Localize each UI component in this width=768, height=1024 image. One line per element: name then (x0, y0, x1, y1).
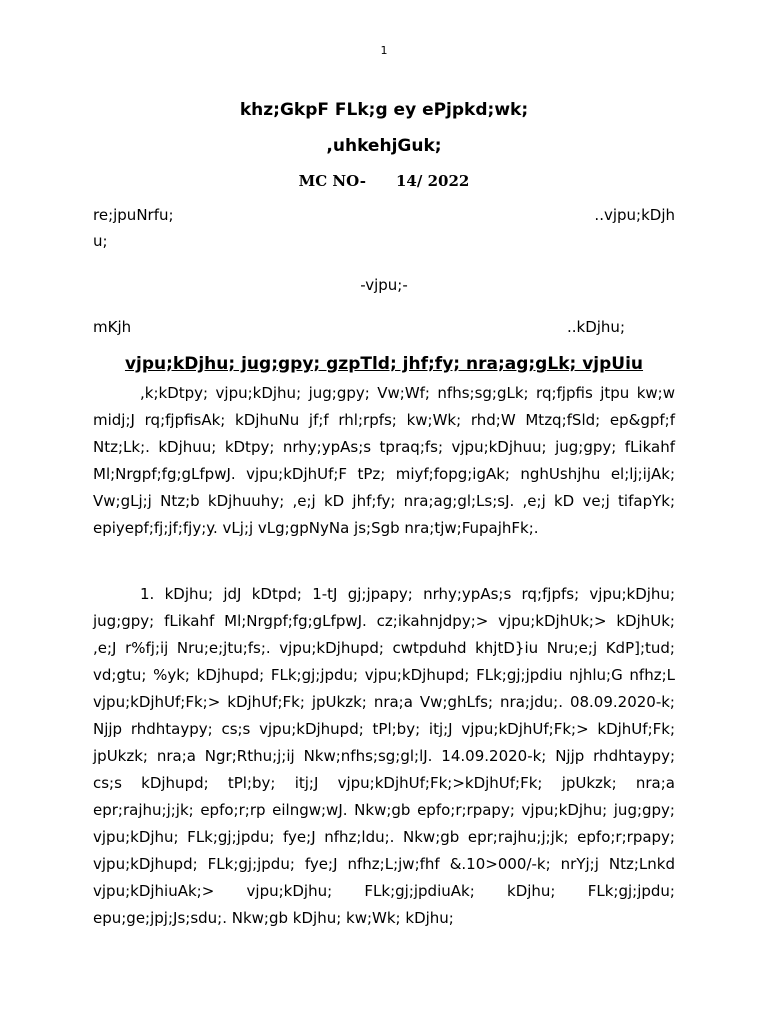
respondent-name: mKjh (93, 318, 132, 336)
petitioner-role: ..vjpu;kDjh (594, 206, 675, 224)
petitioner-name: re;jpuNrfu; (93, 206, 174, 224)
case-number (0, 172, 768, 190)
case-number-value: 14/ 2022 (396, 172, 470, 190)
case-number-label: MC NO- (298, 172, 366, 190)
page-number: 1 (380, 44, 388, 57)
respondent-role: ..kDjhu; (566, 318, 625, 336)
court-title: khz;GkpF FLk;g ey ePjpkd;wk; (239, 100, 529, 120)
paragraph-1: 1. kDjhu; jdJ kDtpd; 1-tJ gj;jpapy; nrhy;ypAs;s rq;fjpfs; vjpu;kDjhu; jug;gpy; fLikahf Ml;Nrgpf;fg;gLfpwJ. cz;ikahnjdpy;> vjpu;kDjhUk;> kDjhUk; ,e;J r%fj;ij Nru;e;jtu;fs;. vjpu;kDjhupd; cwtpduhd khjtD}iu Nru;e;j KdP];tud; vd;gtu; %yk; kDjhupd; FLk;gj;jpdu; vjpu;kDjhupd; FLk;gj;jpdiu njhlu;G nfhz;L vjpu;kDjhUf;Fk;> kDjhUf;Fk; jpUkzk; nra;a Vw;ghLfs; nra;jdu;. 08.09.2020-k; Njjp rhdhtaypy; cs;s vjpu;kDjhupd; tPl;by; itj;J vjpu;kDjhUf;Fk;> kDjhUf;Fk; jpUkzk; nra;a Ngr;Rthu;j;ij Nkw;nfhs;sg;gl;lJ. 14.09.2020-k; Njjp rhdhtaypy; cs;s kDjhupd; tPl;by; itj;J vjpu;kDjhUf;Fk;>kDjhUf;Fk; jpUkzk; nra;a epr;rajhu;j;jk; epfo;r;rp eilngw;wJ. Nkw;gb epfo;r;rpapy; vjpu;kDjhu; jug;gpy; vjpu;kDjhu; FLk;gj;jpdu; fye;J nfhz;ldu;. Nkw;gb epr;rajhu;j;jk; epfo;r;rpapy; vjpu;kDjhupd; FLk;gj;jpdu; fye;J nfhz;L;jw;fhf &.10>000/-k; nrYj;j Ntz;Lnkd vjpu;kDjhiuAk;> vjpu;kDjhu; FLk;gj;jpdiuAk; kDjhu; FLk;gj;jpdu; epu;ge;jpj;Js;sdu;. Nkw;gb kDjhu; kw;Wk; kDjhu; (93, 585, 675, 927)
court-location: ,uhkehjGuk; (326, 136, 442, 156)
paragraph-intro: ,k;kDtpy; vjpu;kDjhu; jug;gpy; Vw;Wf; nfhs;sg;gLk; rq;fjpfis jtpu kw;w midj;J rq;fjpfisAk; kDjhuNu jf;f rhl;rpfs; kw;Wk; rhd;W Mtzq;fSld; ep&gpf;f Ntz;Lk;. kDjhuu; kDtpy; nrhy;ypAs;s tpraq;fs; vjpu;kDjhuu; jug;gpy; fLikahf Ml;Nrgpf;fg;gLfpwJ. vjpu;kDjhUf;F tPz; miyf;fopg;igAk; nghUshjhu el;lj;ijAk; Vw;gLj;j Ntz;b kDjhuuhy; ,e;j kD jhf;fy; nra;ag;gl;Ls;sJ. ,e;j kD ve;j tifapYk; epiyepf;fj;jf;fjy;y. vLj;j vLg;gpNyNa js;Sgb nra;tjw;FupajhFk;. (93, 384, 675, 537)
versus-label: -vjpu;- (360, 276, 408, 294)
petitioner-role-continued: u; (93, 232, 108, 250)
section-heading: vjpu;kDjhu; jug;gpy; gzpTld; jhf;fy; nra;ag;gLk; vjpUiu (124, 354, 644, 374)
